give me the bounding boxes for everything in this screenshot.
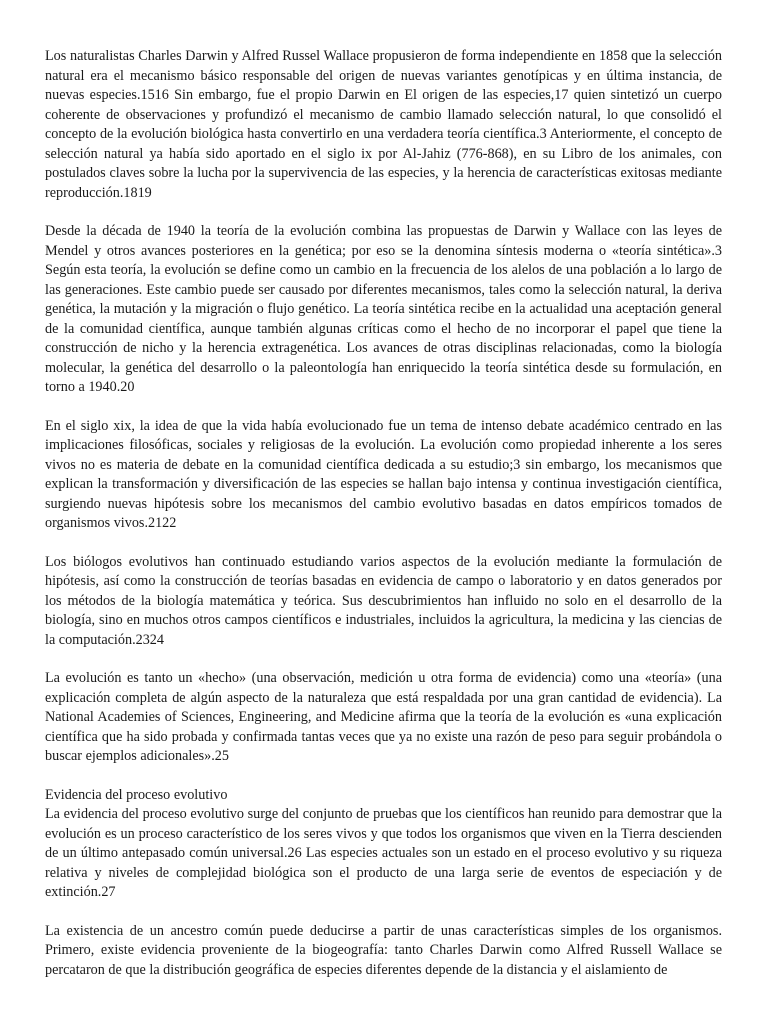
document-page xyxy=(45,47,722,999)
paragraph-nineteenth-century: En el siglo xix, la idea de que la vida había evolucionado fue un tema de intenso debate académico centrado en las implicaciones filosóficas, sociales y religiosas de la evolución. La evolución como propiedad inherente a los seres vivos no es materia de debate en la comunidad científica dedicada a su estudio;3 sin embargo, los mecanismos que explican la transformación y diversificación de las especies se hallan bajo intensa y continua investigación científica, surgiendo nuevas hipótesis sobre los mecanismos del cambio evolutivo basadas en datos empíricos tomados de organismos vivos.2122 xyxy=(45,417,722,531)
paragraph-modern-synthesis: Desde la década de 1940 la teoría de la evolución combina las propuestas de Darwin y Wallace con las leyes de Mendel y otros avances posteriores en la genética; por eso se la denomina síntesis moderna o «teoría sintética».3 Según esta teoría, la evolución se define como un cambio en la frecuencia de los alelos de una población a lo largo de las generaciones. Este cambio puede ser causado por diferentes mecanismos, tales como la selección natural, la deriva genética, la mutación y la migración o flujo genético. La teoría sintética recibe en la actualidad una aceptación general de la comunidad científica, aunque también algunas críticas como el hecho de no incorporar el papel que tiene la construcción de nicho y la herencia extragenética. Los avances de otras disciplinas relacionadas, como la biología molecular, la genética del desarrollo o la paleontología han enriquecido la teoría sintética desde su formulación, en torno a 1940.20 xyxy=(45,223,722,395)
paragraph-common-ancestor: La existencia de un ancestro común puede deducirse a partir de unas características simples de los organismos. Primero, existe evidencia proveniente de la biogeografía: tanto Charles Darwin como Alfred Russell Wallace se percataron de que la distribución geográfica de especies diferentes depende de la distancia y el aislamiento de xyxy=(45,922,722,978)
paragraph-evolutionary-biologists: Los biólogos evolutivos han continuado estudiando varios aspectos de la evolución mediante la formulación de hipótesis, así como la construcción de teorías basadas en evidencia de campo o laboratorio y en datos generados por los métodos de la biología matemática y teórica. Sus descubrimientos han influido no solo en el desarrollo de la biología, sino en muchos otros campos científicos e industriales, incluidos la agricultura, la medicina y las ciencias de la computación.2324 xyxy=(45,553,722,648)
paragraph-evidence: La evidencia del proceso evolutivo surge del conjunto de pruebas que los científicos han reunido para demostrar que la evolución es un proceso característico de los seres vivos y que todos los organismos que viven en la Tierra descienden de un último antepasado común universal.26 Las especies actuales son un estado en el proceso evolutivo y su riqueza relativa y niveles de complejidad biológica son el producto de una larga serie de eventos de especiación y de extinción.27 xyxy=(45,806,722,900)
paragraph-fact-and-theory: La evolución es tanto un «hecho» (una observación, medición u otra forma de evidencia) como una «teoría» (una explicación completa de algún aspecto de la naturaleza que está respaldada por una gran cantidad de evidencia). La National Academies of Sciences, Engineering, and Medicine afirma que la teoría de la evolución es «una explicación científica que ha sido probada y confirmada tantas veces que ya no existe una razón de peso para seguir probándola o buscar ejemplos adicionales».25 xyxy=(45,670,722,764)
section-heading: Evidencia del proceso evolutivo xyxy=(45,786,228,803)
paragraph-darwin-wallace: Los naturalistas Charles Darwin y Alfred Russel Wallace propusieron de forma independiente en 1858 que la selección natural era el mecanismo básico responsable del origen de nuevas variantes genotípicas y en última instancia, de nuevas especies.1516 Sin embargo, fue el propio Darwin en El origen de las especies,17 quien sintetizó un cuerpo coherente de observaciones y profundizó el mecanismo de cambio llamado selección natural, lo que consolidó el concepto de la evolución biológica hasta convertirlo en una verdadera teoría científica.3 Anteriormente, el concepto de selección natural ya había sido aportado en el siglo ix por Al-Jahiz (776-868), en su Libro de los animales, con postulados claves sobre la lucha por la supervivencia de las especies, y la herencia de características exitosas mediante reproducción.1819 xyxy=(45,48,722,201)
